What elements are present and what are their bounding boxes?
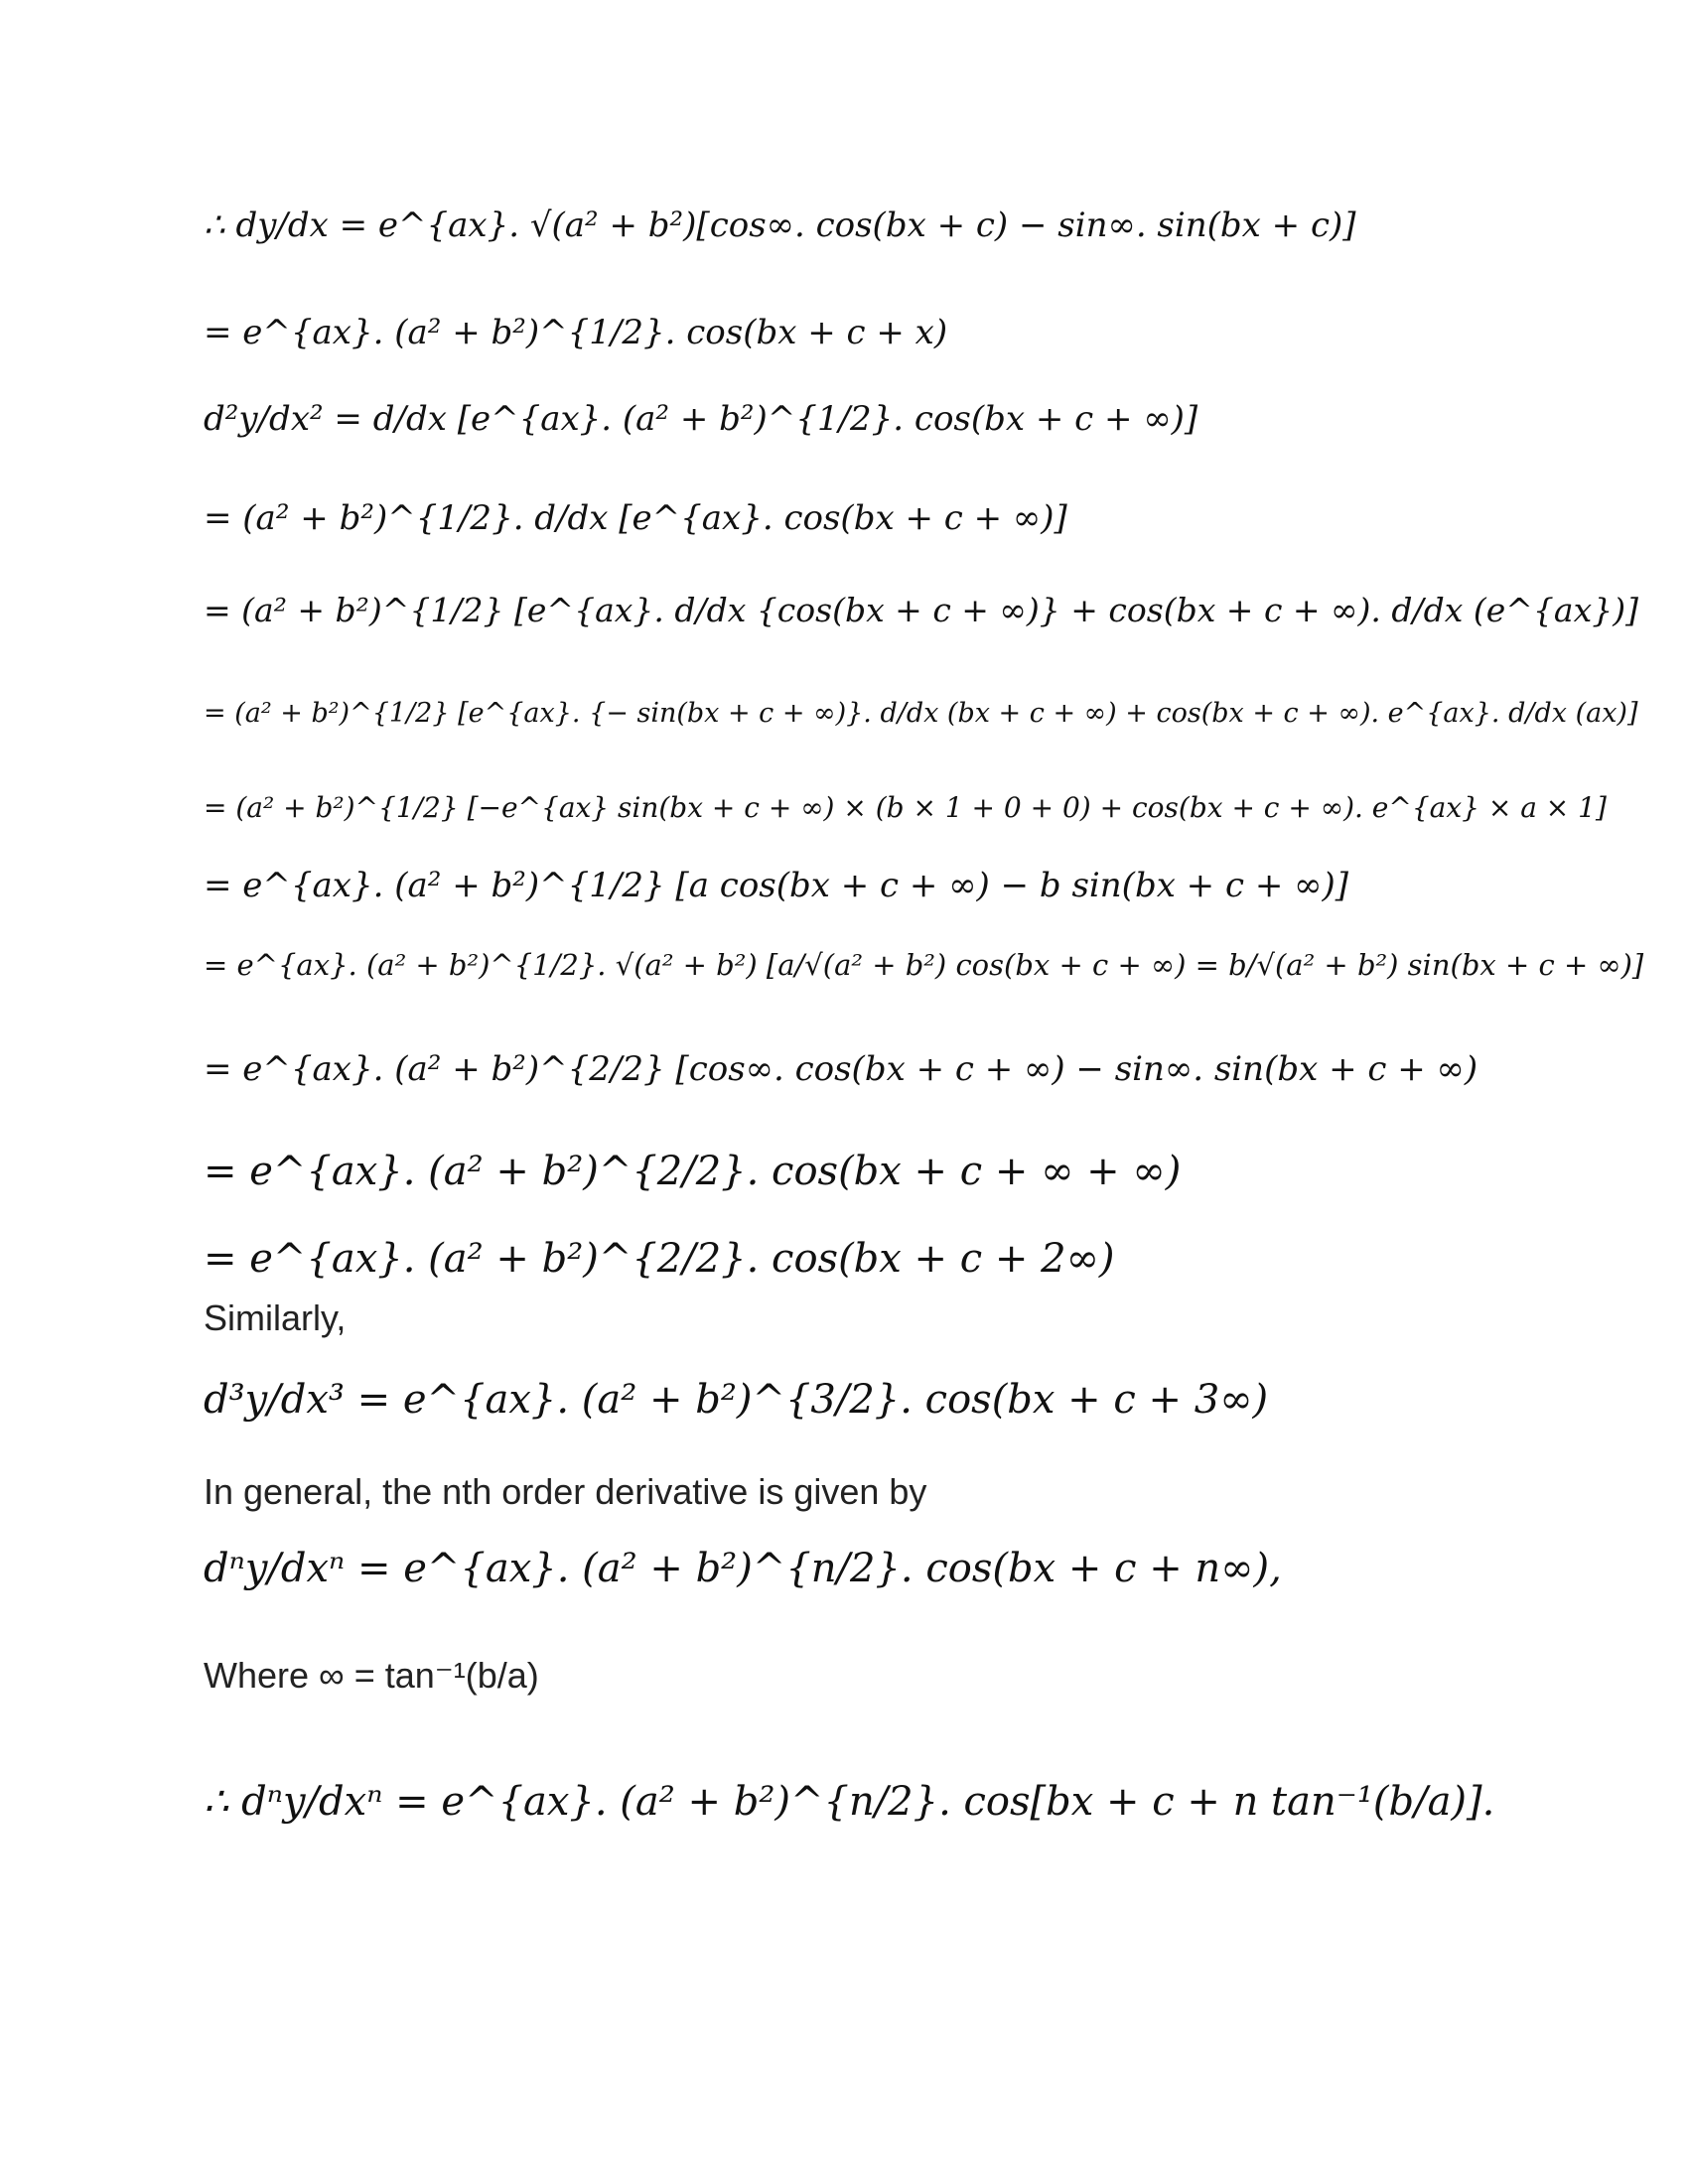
equation-line-12: = e^{ax}. (a² + b²)^{2/2}. cos(bx + c + 2∞) xyxy=(204,1236,1115,1282)
equation-third-derivative: d³y/dx³ = e^{ax}. (a² + b²)^{3/2}. cos(bx + c + 3∞) xyxy=(204,1377,1269,1423)
equation-line-7: = (a² + b²)^{1/2} [−e^{ax} sin(bx + c + ∞) × (b × 1 + 0 + 0) + cos(bx + c + ∞). e^{ax} × a × 1] xyxy=(204,791,1607,824)
equation-line-10: = e^{ax}. (a² + b²)^{2/2} [cos∞. cos(bx + c + ∞) − sin∞. sin(bx + c + ∞) xyxy=(204,1049,1478,1089)
text-where-definition: Where ∞ = tan⁻¹(b/a) xyxy=(204,1655,539,1696)
equation-line-3: d²y/dx² = d/dx [e^{ax}. (a² + b²)^{1/2}. cos(bx + c + ∞)] xyxy=(204,399,1198,439)
text-general-statement: In general, the nth order derivative is given by xyxy=(204,1471,927,1512)
equation-line-5: = (a² + b²)^{1/2} [e^{ax}. d/dx {cos(bx + c + ∞)} + cos(bx + c + ∞). d/dx (e^{ax})] xyxy=(204,591,1638,629)
equation-line-1: ∴ dy/dx = e^{ax}. √(a² + b²)[cos∞. cos(bx + c) − sin∞. sin(bx + c)] xyxy=(204,205,1356,245)
text-similarly: Similarly, xyxy=(204,1297,347,1338)
equation-line-6: = (a² + b²)^{1/2} [e^{ax}. {− sin(bx + c + ∞)}. d/dx (bx + c + ∞) + cos(bx + c + ∞). e^{ax}. d/dx (ax)] xyxy=(204,698,1638,729)
equation-line-4: = (a² + b²)^{1/2}. d/dx [e^{ax}. cos(bx + c + ∞)] xyxy=(204,498,1067,538)
equation-line-11: = e^{ax}. (a² + b²)^{2/2}. cos(bx + c + ∞ + ∞) xyxy=(204,1149,1182,1194)
equation-nth-derivative: dⁿy/dxⁿ = e^{ax}. (a² + b²)^{n/2}. cos(bx + c + n∞), xyxy=(204,1546,1282,1591)
equation-final-result: ∴ dⁿy/dxⁿ = e^{ax}. (a² + b²)^{n/2}. cos[bx + c + n tan⁻¹(b/a)]. xyxy=(204,1779,1495,1825)
equation-line-9: = e^{ax}. (a² + b²)^{1/2}. √(a² + b²) [a/√(a² + b²) cos(bx + c + ∞) = b/√(a² + b²) sin(bx + c + ∞)] xyxy=(204,948,1644,982)
equation-line-2: = e^{ax}. (a² + b²)^{1/2}. cos(bx + c + x) xyxy=(204,313,948,352)
equation-line-8: = e^{ax}. (a² + b²)^{1/2} [a cos(bx + c + ∞) − b sin(bx + c + ∞)] xyxy=(204,866,1348,905)
